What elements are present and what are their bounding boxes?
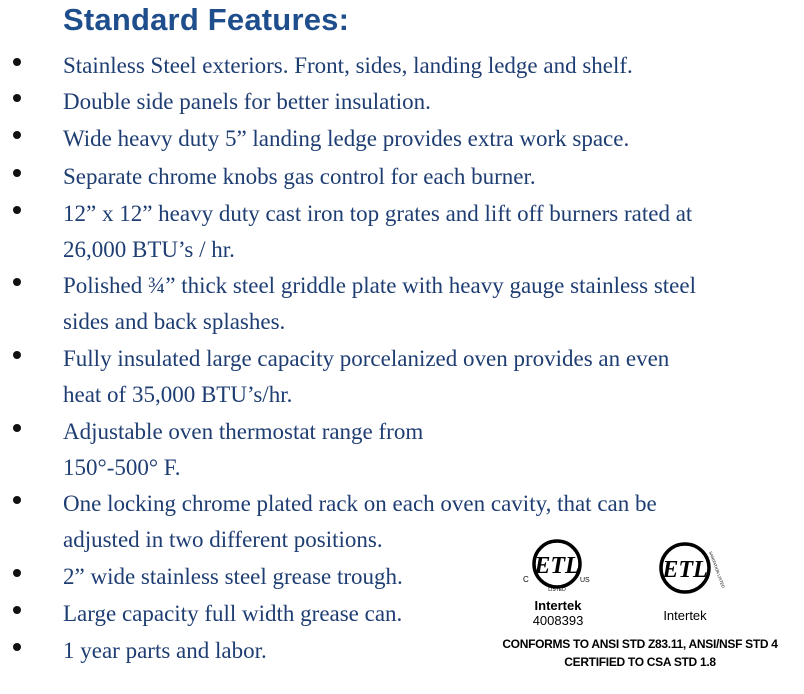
bullet-icon [13,94,21,102]
bullet-icon [13,278,21,286]
feature-text: 1 year parts and labor. [63,638,267,663]
feature-text: One locking chrome plated rack on each oven cavity, that can be adjusted in two different positions. [63,491,657,552]
intertek-brand-2: Intertek [663,608,707,623]
etl-sanitation-logo [653,538,726,598]
conformance-line-1: CONFORMS TO ANSI STD Z83.11, ANSI/NSF STD 4 [502,637,778,651]
intertek-number: 4008393 [532,613,584,628]
feature-text: Stainless Steel exteriors. Front, sides, landing ledge and shelf. [63,53,633,78]
etl-sanitation-label: SANITATION LISTED [708,550,726,589]
bullet-icon [13,206,21,214]
bullet-icon [13,606,21,614]
intertek-brand-1: Intertek [534,598,582,613]
feature-text: Large capacity full width grease can. [63,601,403,626]
bullet-icon [13,643,21,651]
svg-text:ETL: ETL [662,557,708,583]
feature-text: Double side panels for better insulation. [63,89,431,114]
feature-text: Wide heavy duty 5” landing ledge provides extra work space. [63,126,630,151]
page-title: Standard Features: [63,2,350,37]
feature-text: Fully insulated large capacity porcelanized oven provides an even heat of 35,000 BTU’s/hr. [63,346,670,407]
etl-listed-logo [520,536,594,594]
svg-text:ETL: ETL [534,553,580,579]
feature-text: 12” x 12” heavy duty cast iron top grates and lift off burners rated at 26,000 BTU’s / hr. [63,201,693,262]
etl-listed-label: LISTED [548,587,566,593]
etl-c-label: C [523,575,529,584]
bullet-icon [13,496,21,504]
certification-block [490,536,790,686]
etl-us-label: US [580,577,590,584]
bullet-icon [13,424,21,432]
feature-text: 2” wide stainless steel grease trough. [63,564,403,589]
feature-text: Separate chrome knobs gas control for each burner. [63,164,536,189]
feature-text: Adjustable oven thermostat range from 150°-500° F. [63,419,424,480]
feature-text: Polished ¾” thick steel griddle plate with heavy gauge stainless steel sides and back splashes. [63,273,696,334]
bullet-icon [13,169,21,177]
bullet-icon [13,131,21,139]
bullet-icon [13,569,21,577]
bullet-icon [13,351,21,359]
bullet-icon [13,58,21,66]
conformance-line-2: CERTIFIED TO CSA STD 1.8 [564,655,716,669]
